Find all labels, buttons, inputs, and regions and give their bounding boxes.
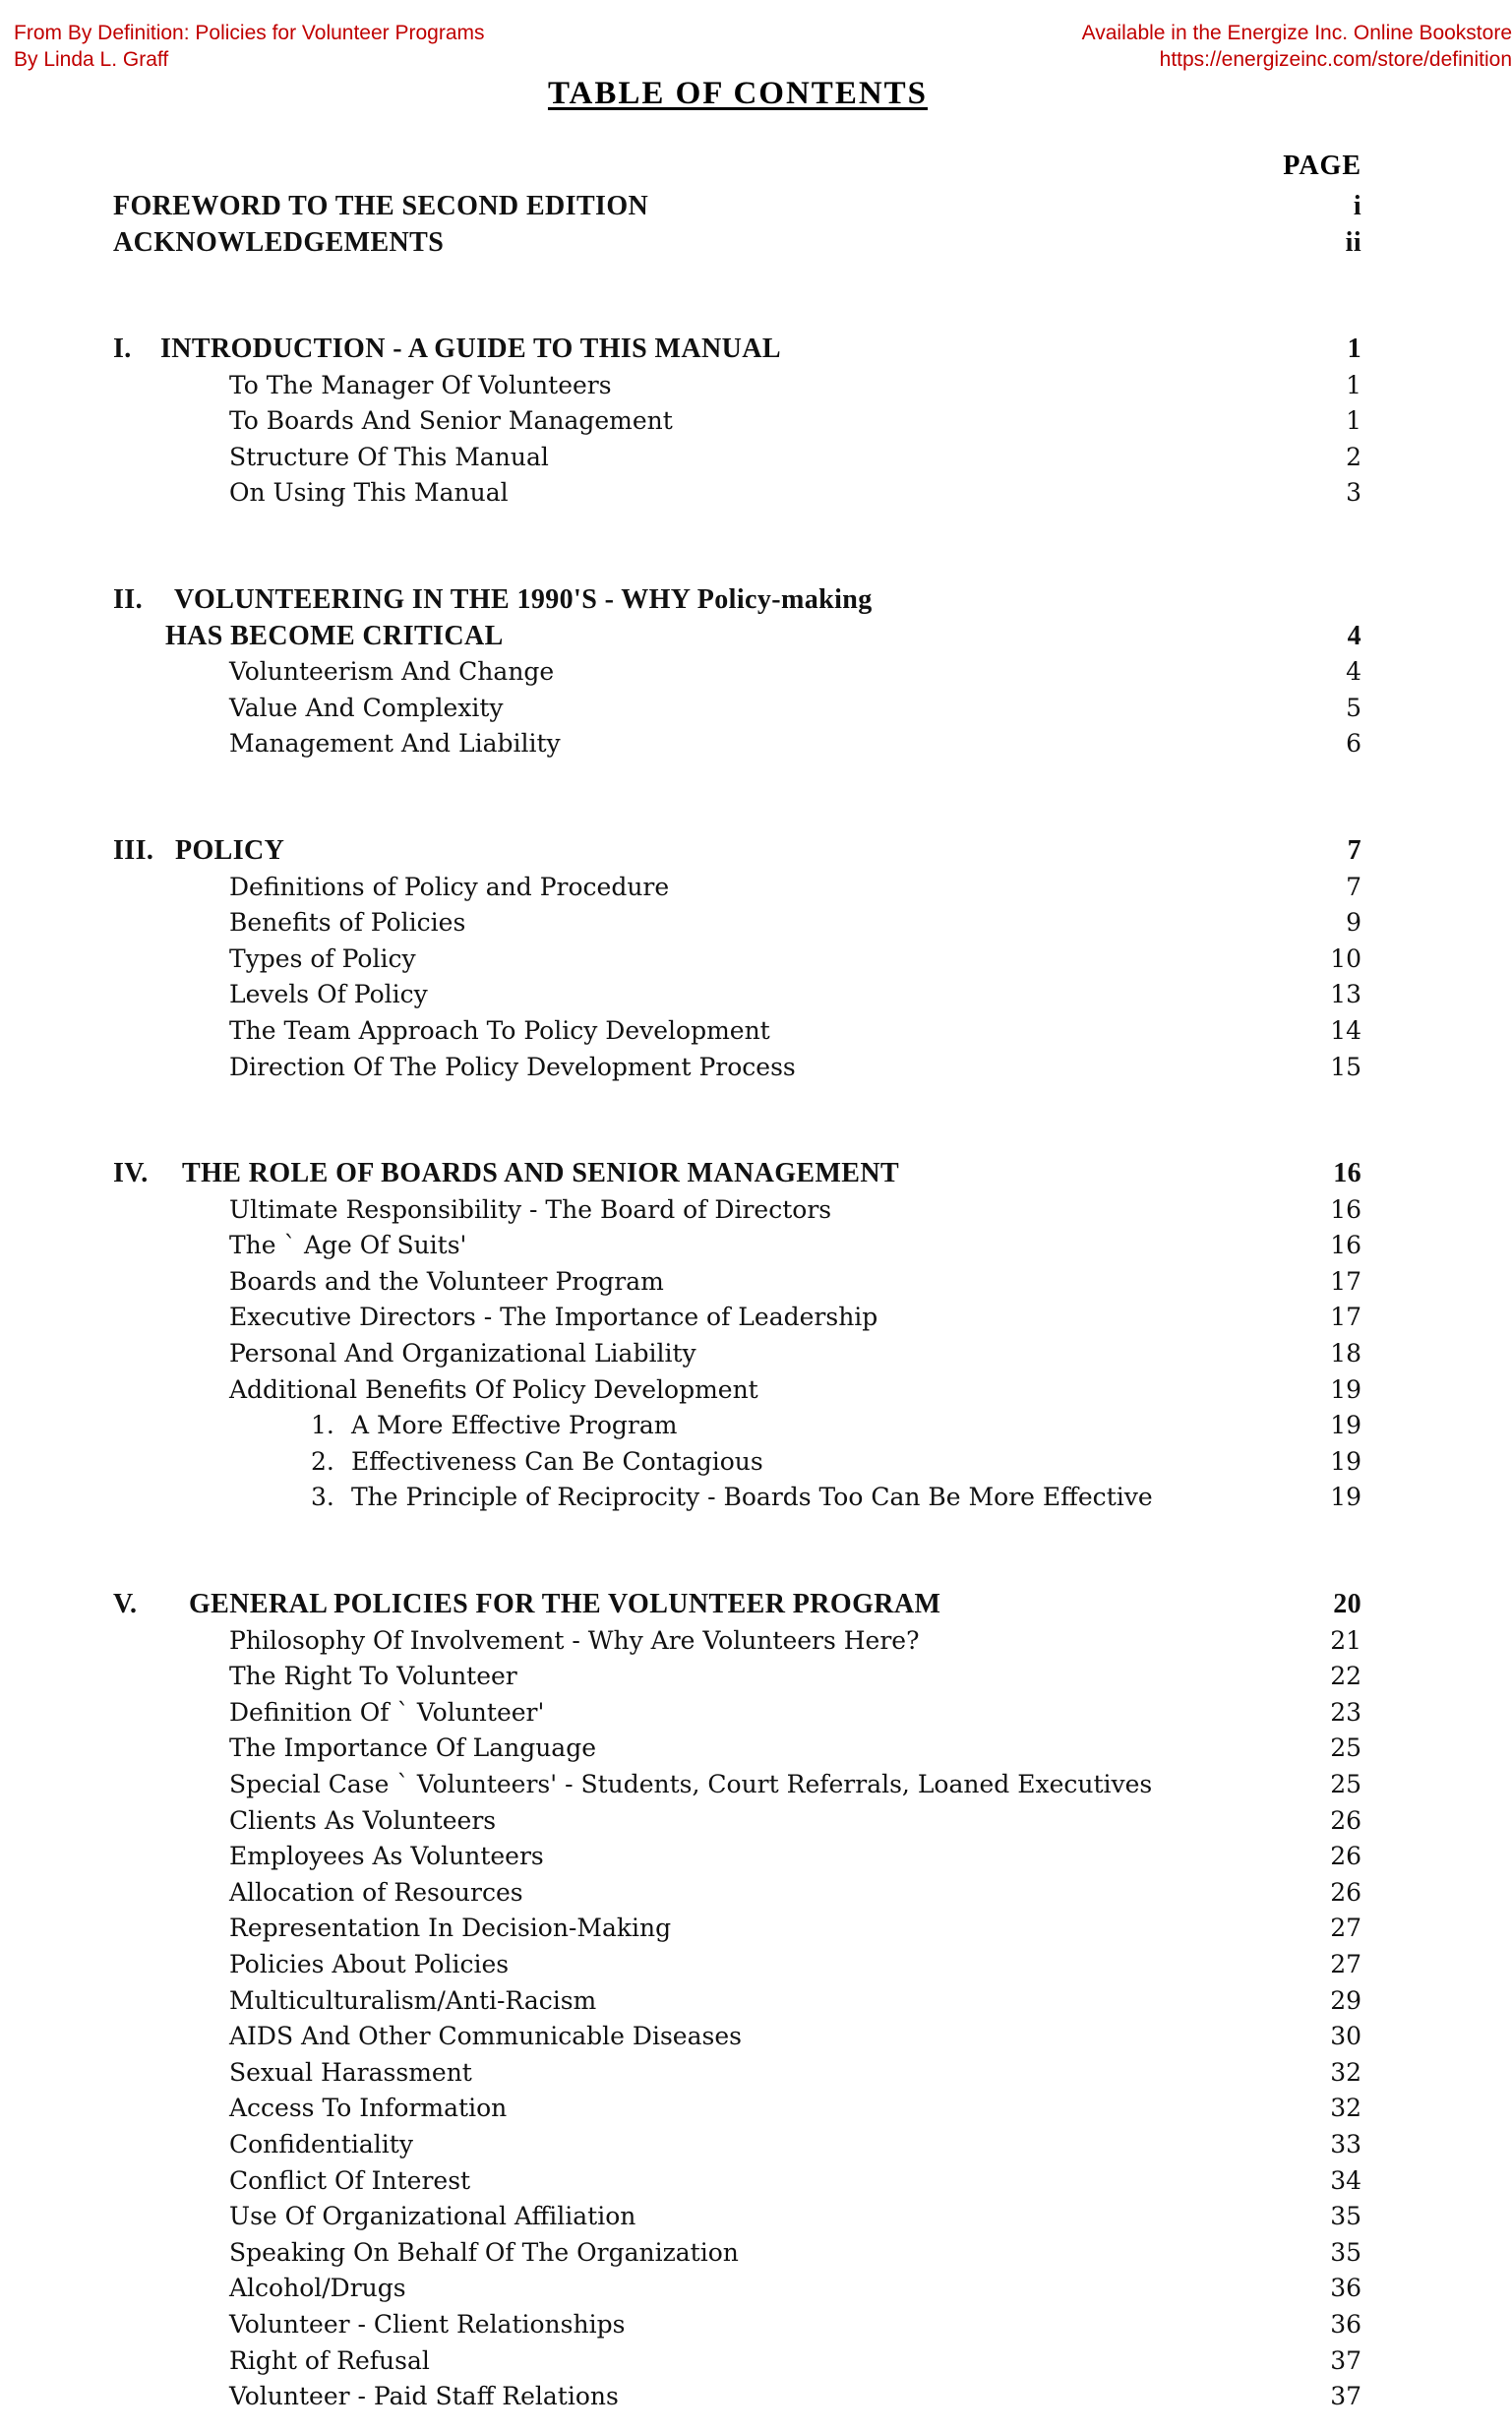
entry-page-number: 27 [1330, 1950, 1361, 1978]
entry-page-number: 4 [1346, 657, 1361, 687]
toc-section-heading[interactable] [0, 332, 1512, 367]
entry-page-number: 16 [1330, 1194, 1361, 1224]
toc-entry[interactable] [0, 2271, 1512, 2306]
section-title: THE ROLE OF BOARDS AND SENIOR MANAGEMENT [182, 1158, 900, 1188]
toc-entry[interactable] [0, 1803, 1512, 1839]
bookstore-link[interactable]: https://energizeinc.com/store/definition [1159, 48, 1512, 71]
section-number: III. [113, 835, 154, 866]
toc-front-matter-entry[interactable] [0, 225, 1512, 261]
entry-label: Allocation of Resources [229, 1877, 523, 1907]
entry-label: Sexual Harassment [229, 2057, 472, 2087]
entry-page-number: 19 [1330, 1374, 1361, 1404]
toc-entry[interactable] [0, 1875, 1512, 1911]
toc-entry[interactable] [0, 942, 1512, 977]
toc-entry[interactable] [0, 1659, 1512, 1694]
entry-page-number: 3 [1346, 478, 1361, 508]
toc-section-heading-continued[interactable] [0, 619, 1512, 654]
entry-page-number: 13 [1330, 980, 1361, 1009]
entry-label: To The Manager Of Volunteers [229, 370, 612, 399]
entry-label: Value And Complexity [229, 693, 504, 722]
entry-label: Speaking On Behalf Of The Organization [229, 2237, 739, 2267]
subentry-number: 3. [311, 1483, 334, 1512]
toc-entry[interactable] [0, 475, 1512, 511]
entry-page-number: 35 [1330, 2237, 1361, 2267]
toc-entry[interactable] [0, 1050, 1512, 1085]
entry-page-number: 18 [1330, 1339, 1361, 1368]
toc-section-heading[interactable] [0, 1156, 1512, 1191]
toc-entry[interactable] [0, 726, 1512, 761]
entry-label: Confidentiality [229, 2130, 413, 2158]
section-number: I. [113, 334, 132, 364]
entry-page-number: 26 [1330, 1805, 1361, 1835]
toc-entry[interactable] [0, 2343, 1512, 2379]
entry-label: Volunteer - Paid Staff Relations [229, 2382, 619, 2411]
toc-entry[interactable] [0, 368, 1512, 403]
entry-label: Philosophy Of Involvement - Why Are Volunteers Here? [229, 1625, 920, 1655]
entry-page-number: 10 [1330, 943, 1361, 973]
toc-entry[interactable] [0, 1911, 1512, 1946]
entry-page-number: ii [1345, 226, 1361, 258]
section-title: VOLUNTEERING IN THE 1990'S - WHY Policy-making [174, 584, 873, 615]
entry-page-number: 26 [1330, 1877, 1361, 1907]
toc-entry[interactable] [0, 905, 1512, 941]
toc-entry[interactable] [0, 1947, 1512, 1982]
toc-entry[interactable] [0, 1013, 1512, 1049]
entry-label: Personal And Organizational Liability [229, 1339, 696, 1368]
toc-entry[interactable] [0, 2379, 1512, 2414]
entry-label: FOREWORD TO THE SECOND EDITION [113, 191, 649, 221]
entry-page-number: 29 [1330, 1985, 1361, 2015]
entry-page-number: 30 [1330, 2022, 1361, 2051]
entry-page-number: 32 [1330, 2057, 1361, 2087]
page-title: TABLE OF CONTENTS [547, 76, 929, 111]
entry-label: Conflict Of Interest [229, 2165, 471, 2195]
entry-label: On Using This Manual [229, 478, 509, 508]
entry-label: Access To Information [229, 2094, 508, 2123]
entry-label: To Boards And Senior Management [229, 406, 673, 436]
entry-page-number: 2 [1346, 442, 1361, 471]
entry-label: Executive Directors - The Importance of Leadership [229, 1303, 878, 1332]
entry-page-number: 6 [1346, 729, 1361, 759]
toc-entry[interactable] [0, 1839, 1512, 1874]
entry-label: Ultimate Responsibility - The Board of Directors [229, 1194, 832, 1224]
entry-label: Levels Of Policy [229, 980, 428, 1009]
entry-page-number: 16 [1330, 1231, 1361, 1260]
entry-label: Volunteerism And Change [229, 657, 555, 687]
entry-page-number: 19 [1330, 1446, 1361, 1476]
toc-entry[interactable] [0, 691, 1512, 726]
toc-front-matter-entry[interactable] [0, 189, 1512, 224]
entry-page-number: 37 [1330, 2345, 1361, 2375]
subentry-label: The Principle of Reciprocity - Boards Too Can Be More Effective [351, 1483, 1153, 1512]
toc-entry[interactable] [0, 1767, 1512, 1802]
entry-label: Types of Policy [229, 943, 416, 973]
entry-label: Multiculturalism/Anti-Racism [229, 1985, 597, 2015]
toc-entry[interactable] [0, 1228, 1512, 1263]
entry-page-number: 5 [1346, 693, 1361, 722]
toc-entry[interactable] [0, 2091, 1512, 2126]
toc-section-heading[interactable] [0, 833, 1512, 869]
entry-label: Management And Liability [229, 729, 561, 759]
entry-page-number: 19 [1330, 1411, 1361, 1440]
toc-entry[interactable] [0, 1264, 1512, 1300]
entry-label: Right of Refusal [229, 2345, 430, 2375]
toc-subentry[interactable] [0, 1408, 1512, 1443]
entry-label: Benefits of Policies [229, 908, 466, 938]
entry-page-number: 21 [1330, 1625, 1361, 1655]
toc-entry[interactable] [0, 2055, 1512, 2091]
subentry-label: A More Effective Program [351, 1411, 678, 1440]
entry-label: Representation In Decision-Making [229, 1914, 672, 1943]
entry-label: The Importance Of Language [229, 1733, 597, 1763]
entry-page-number: 35 [1330, 2202, 1361, 2231]
section-page-number: 20 [1333, 1589, 1361, 1619]
entry-label: The ` Age Of Suits' [229, 1231, 467, 1260]
entry-page-number: 22 [1330, 1662, 1361, 1691]
entry-label: Clients As Volunteers [229, 1805, 497, 1835]
section-title-line2: HAS BECOME CRITICAL [165, 620, 504, 651]
section-number: II. [113, 584, 143, 615]
source-title: From By Definition: Policies for Volunteer Programs [14, 22, 485, 44]
entry-page-number: 32 [1330, 2094, 1361, 2123]
page-column-label: PAGE [1283, 151, 1361, 181]
entry-label: Definitions of Policy and Procedure [229, 872, 670, 901]
toc-entry[interactable] [0, 1695, 1512, 1731]
entry-page-number: 1 [1346, 370, 1361, 399]
toc-entry[interactable] [0, 1300, 1512, 1335]
entry-label: The Team Approach To Policy Development [229, 1016, 770, 1045]
toc-entry[interactable] [0, 2019, 1512, 2054]
section-title: INTRODUCTION - A GUIDE TO THIS MANUAL [160, 334, 781, 364]
source-author: By Linda L. Graff [14, 48, 169, 71]
entry-label: Special Case ` Volunteers' - Students, Court Referrals, Loaned Executives [229, 1770, 1153, 1798]
toc-entry[interactable] [0, 2127, 1512, 2162]
toc-subentry[interactable] [0, 1444, 1512, 1480]
entry-label: Volunteer - Client Relationships [229, 2310, 626, 2339]
entry-page-number: 36 [1330, 2274, 1361, 2303]
entry-page-number: 7 [1346, 872, 1361, 901]
toc-entry[interactable] [0, 1192, 1512, 1228]
toc-entry[interactable] [0, 2163, 1512, 2199]
entry-label: Structure Of This Manual [229, 442, 549, 471]
section-page-number: 16 [1333, 1158, 1361, 1188]
toc-entry[interactable] [0, 1623, 1512, 1659]
entry-page-number: 9 [1346, 908, 1361, 938]
entry-page-number: 26 [1330, 1842, 1361, 1871]
entry-page-number: 25 [1330, 1770, 1361, 1798]
entry-label: Boards and the Volunteer Program [229, 1266, 664, 1296]
entry-label: Alcohol/Drugs [229, 2274, 406, 2303]
entry-label: Additional Benefits Of Policy Development [229, 1374, 758, 1404]
entry-page-number: 1 [1346, 406, 1361, 436]
section-page-number: 7 [1347, 835, 1361, 866]
section-page-number: 4 [1347, 620, 1361, 651]
toc-entry[interactable] [0, 977, 1512, 1012]
entry-page-number: 15 [1330, 1052, 1361, 1081]
entry-page-number: 23 [1330, 1697, 1361, 1727]
entry-page-number: 27 [1330, 1914, 1361, 1943]
entry-page-number: 37 [1330, 2382, 1361, 2411]
toc-entry[interactable] [0, 440, 1512, 475]
source-citation [14, 20, 485, 73]
section-title: POLICY [175, 835, 285, 866]
entry-page-number: 34 [1330, 2165, 1361, 2195]
toc-entry[interactable] [0, 654, 1512, 690]
toc-entry[interactable] [0, 1372, 1512, 1408]
entry-label: Employees As Volunteers [229, 1842, 544, 1871]
entry-page-number: 19 [1330, 1483, 1361, 1512]
entry-label: Use Of Organizational Affiliation [229, 2202, 636, 2231]
entry-page-number: 14 [1330, 1016, 1361, 1045]
entry-page-number: 17 [1330, 1303, 1361, 1332]
subentry-label: Effectiveness Can Be Contagious [351, 1446, 763, 1476]
toc-entry[interactable] [0, 1336, 1512, 1371]
entry-page-number: 36 [1330, 2310, 1361, 2339]
toc-entry[interactable] [0, 870, 1512, 905]
entry-page-number: i [1353, 191, 1361, 221]
subentry-number: 2. [311, 1446, 334, 1476]
toc-section-heading[interactable] [0, 582, 1512, 618]
entry-label: The Right To Volunteer [229, 1662, 517, 1691]
toc-entry[interactable] [0, 2199, 1512, 2234]
entry-label: Definition Of ` Volunteer' [229, 1697, 545, 1727]
entry-label: AIDS And Other Communicable Diseases [229, 2022, 742, 2051]
entry-label: Direction Of The Policy Development Process [229, 1052, 796, 1081]
entry-label: ACKNOWLEDGEMENTS [113, 226, 445, 258]
toc-entry[interactable] [0, 403, 1512, 439]
toc-entry[interactable] [0, 1731, 1512, 1766]
entry-label: Policies About Policies [229, 1950, 510, 1978]
toc-subentry[interactable] [0, 1480, 1512, 1515]
entry-page-number: 25 [1330, 1733, 1361, 1763]
toc-entry[interactable] [0, 2307, 1512, 2342]
section-number: IV. [113, 1158, 149, 1188]
entry-page-number: 17 [1330, 1266, 1361, 1296]
subentry-number: 1. [311, 1411, 334, 1440]
section-page-number: 1 [1347, 334, 1361, 364]
toc-entry[interactable] [0, 1983, 1512, 2019]
section-title: GENERAL POLICIES FOR THE VOLUNTEER PROGRAM [189, 1589, 941, 1619]
toc-entry[interactable] [0, 2235, 1512, 2271]
toc-section-heading[interactable] [0, 1587, 1512, 1622]
bookstore-notice [1082, 20, 1512, 73]
bookstore-label: Available in the Energize Inc. Online Bookstore [1081, 22, 1512, 44]
section-number: V. [113, 1589, 138, 1619]
entry-page-number: 33 [1330, 2130, 1361, 2158]
